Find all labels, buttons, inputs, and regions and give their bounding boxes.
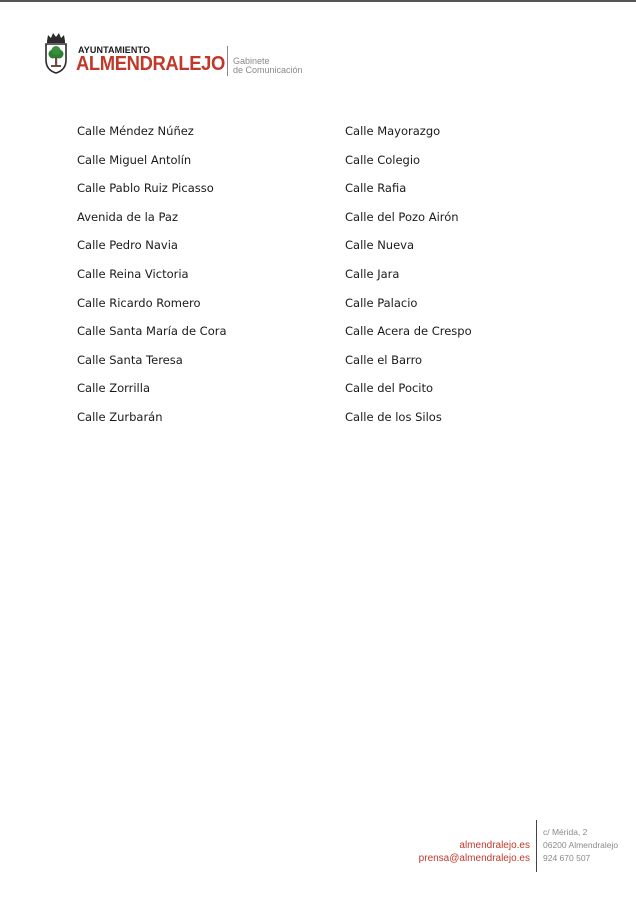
street-item: Calle del Pocito: [345, 381, 434, 396]
street-item: Calle Pedro Navia: [77, 238, 178, 253]
website-link[interactable]: almendralejo.es: [459, 840, 530, 851]
street-item: Calle Miguel Antolín: [77, 152, 192, 167]
street-item: Calle del Pozo Airón: [345, 209, 459, 224]
footer-contact: [419, 839, 530, 865]
street-item: Calle Nueva: [345, 238, 415, 253]
street-item: Calle Rafia: [345, 181, 407, 196]
street-item: Calle Zurbarán: [77, 409, 163, 424]
street-item: Calle Reina Victoria: [77, 266, 189, 281]
coat-of-arms-icon: [44, 32, 68, 74]
street-item: Calle Colegio: [345, 152, 421, 167]
footer-divider: [536, 820, 537, 872]
street-item: Calle de los Silos: [345, 409, 442, 424]
department-line-2: de Comunicación: [233, 65, 303, 75]
street-item: Calle Jara: [345, 266, 400, 281]
street-item: Calle Mayorazgo: [345, 124, 441, 138]
street-item: Calle Méndez Núñez: [77, 124, 194, 138]
address-street: c/ Mérida, 2: [543, 827, 588, 837]
street-item: Calle Acera de Crespo: [345, 324, 472, 339]
address-city: 06200 Almendralejo: [543, 840, 619, 850]
brand-divider: [227, 46, 228, 76]
email-link[interactable]: prensa@almendralejo.es: [418, 853, 530, 864]
department-line-1: Gabinete: [233, 56, 270, 66]
brand-top-label: AYUNTAMIENTO: [78, 45, 151, 55]
street-item: Calle Palacio: [345, 295, 418, 310]
footer-address: [543, 826, 618, 865]
street-item: Avenida de la Paz: [77, 209, 178, 224]
phone-number: 924 670 507: [543, 853, 591, 863]
street-list-left: [77, 123, 227, 438]
street-item: Calle Santa María de Cora: [77, 324, 227, 339]
street-item: Calle Ricardo Romero: [77, 295, 201, 310]
street-item: Calle el Barro: [345, 352, 423, 367]
top-border-line: [0, 0, 636, 2]
brand-name: ALMENDRALEJO: [76, 53, 225, 75]
street-item: Calle Santa Teresa: [77, 352, 183, 367]
street-list-right: [345, 123, 472, 438]
street-item: Calle Zorrilla: [77, 381, 150, 396]
street-item: Calle Pablo Ruiz Picasso: [77, 181, 214, 196]
